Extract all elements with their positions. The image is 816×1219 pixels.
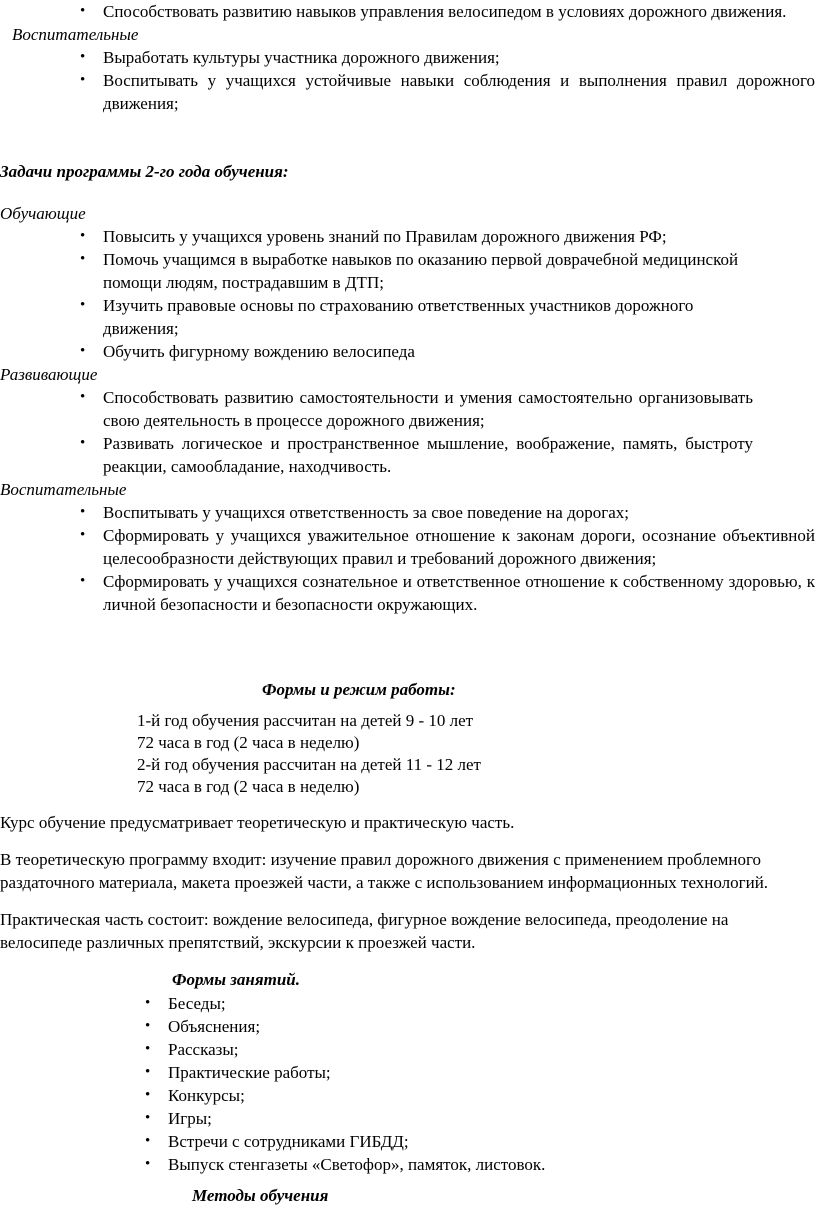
list-item: • Помочь учащимся в выработке навыков по оказанию первой доврачебной медицинской помощи людям, пострадавшим в ДТП; [103,248,753,294]
obuch-list [103,225,753,363]
forms-line: 72 часа в год (2 часа в неделю) [137,777,360,796]
list-item: • Выпуск стенгазеты «Светофор», памяток, листовок. [168,1153,768,1176]
vosp-list [103,501,815,616]
list-item: • Обучить фигурному вождению велосипеда [103,340,753,363]
list-item: • Беседы; [168,992,768,1015]
year2-section [0,160,815,616]
methods-title: Методы обучения [192,1186,329,1205]
list-item: • Встречи с сотрудниками ГИБДД; [168,1130,768,1153]
forms-line: 1-й год обучения рассчитан на детей 9 - 10 лет [137,711,474,730]
list-item: • Изучить правовые основы по страхованию ответственных участников дорожного движения; [103,294,753,340]
top-section [0,0,815,115]
classes-title: Формы занятий. [172,970,301,989]
forms-line: 2-й год обучения рассчитан на детей 11 - 12 лет [137,755,481,774]
list-item: • Выработать культуры участника дорожного движения; [103,46,815,69]
classes-list [168,992,768,1176]
classes-section [0,968,816,1207]
list-item: • Развивать логическое и пространственное мышление, воображение, память, быстроту реакции, самообладание, находчивость. [103,432,753,478]
forms-lines [137,709,816,797]
list-item: • Сформировать у учащихся сознательное и ответственное отношение к собственному здоровью, к личной безопасности и безопасности окружающих. [103,570,815,616]
list-item: • Способствовать развитию самостоятельности и умения самостоятельно организовывать свою деятельность в процессе дорожного движения; [103,386,753,432]
paragraph-course: Курс обучение предусматривает теоретическую и практическую часть. [0,813,515,832]
list-item: • Повысить у учащихся уровень знаний по Правилам дорожного движения РФ; [103,225,753,248]
forms-line: 72 часа в год (2 часа в неделю) [137,733,360,752]
top-list [103,0,815,23]
list-item: • Рассказы; [168,1038,768,1061]
list-item: • Игры; [168,1107,768,1130]
heading-vospitatelnye-2: Воспитательные [0,480,127,499]
list-item: • Конкурсы; [168,1084,768,1107]
list-item: • Сформировать у учащихся уважительное отношение к законам дороги, осознание объективной целесообразности действующих правил и требований дорожного движения; [103,524,815,570]
heading-razvivayushchie: Развивающие [0,365,98,384]
paragraph-practice: Практическая часть состоит: вождение велосипеда, фигурное вождение велосипеда, преодоление на велосипеде различных препятствий, экскурсии к проезжей части. [0,910,729,952]
year2-title: Задачи программы 2-го года обучения: [0,162,289,181]
paragraph-theory: В теоретическую программу входит: изучение правил дорожного движения с применением проблемного раздаточного материала, макета проезжей части, а также с использованием информационных технологий. [0,850,769,892]
forms-section [0,678,816,954]
top-vosp-list [103,46,815,115]
forms-title: Формы и режим работы: [262,680,456,699]
list-item: • Практические работы; [168,1061,768,1084]
razv-list [103,386,753,478]
heading-obuchayushchie: Обучающие [0,204,86,223]
list-item: • Воспитывать у учащихся ответственность за свое поведение на дорогах; [103,501,815,524]
list-item: • Способствовать развитию навыков управления велосипедом в условиях дорожного движения. [103,0,815,23]
heading-vospitatelnye-1: Воспитательные [12,25,139,44]
list-item: • Воспитывать у учащихся устойчивые навыки соблюдения и выполнения правил дорожного движения; [103,69,815,115]
list-item: • Объяснения; [168,1015,768,1038]
